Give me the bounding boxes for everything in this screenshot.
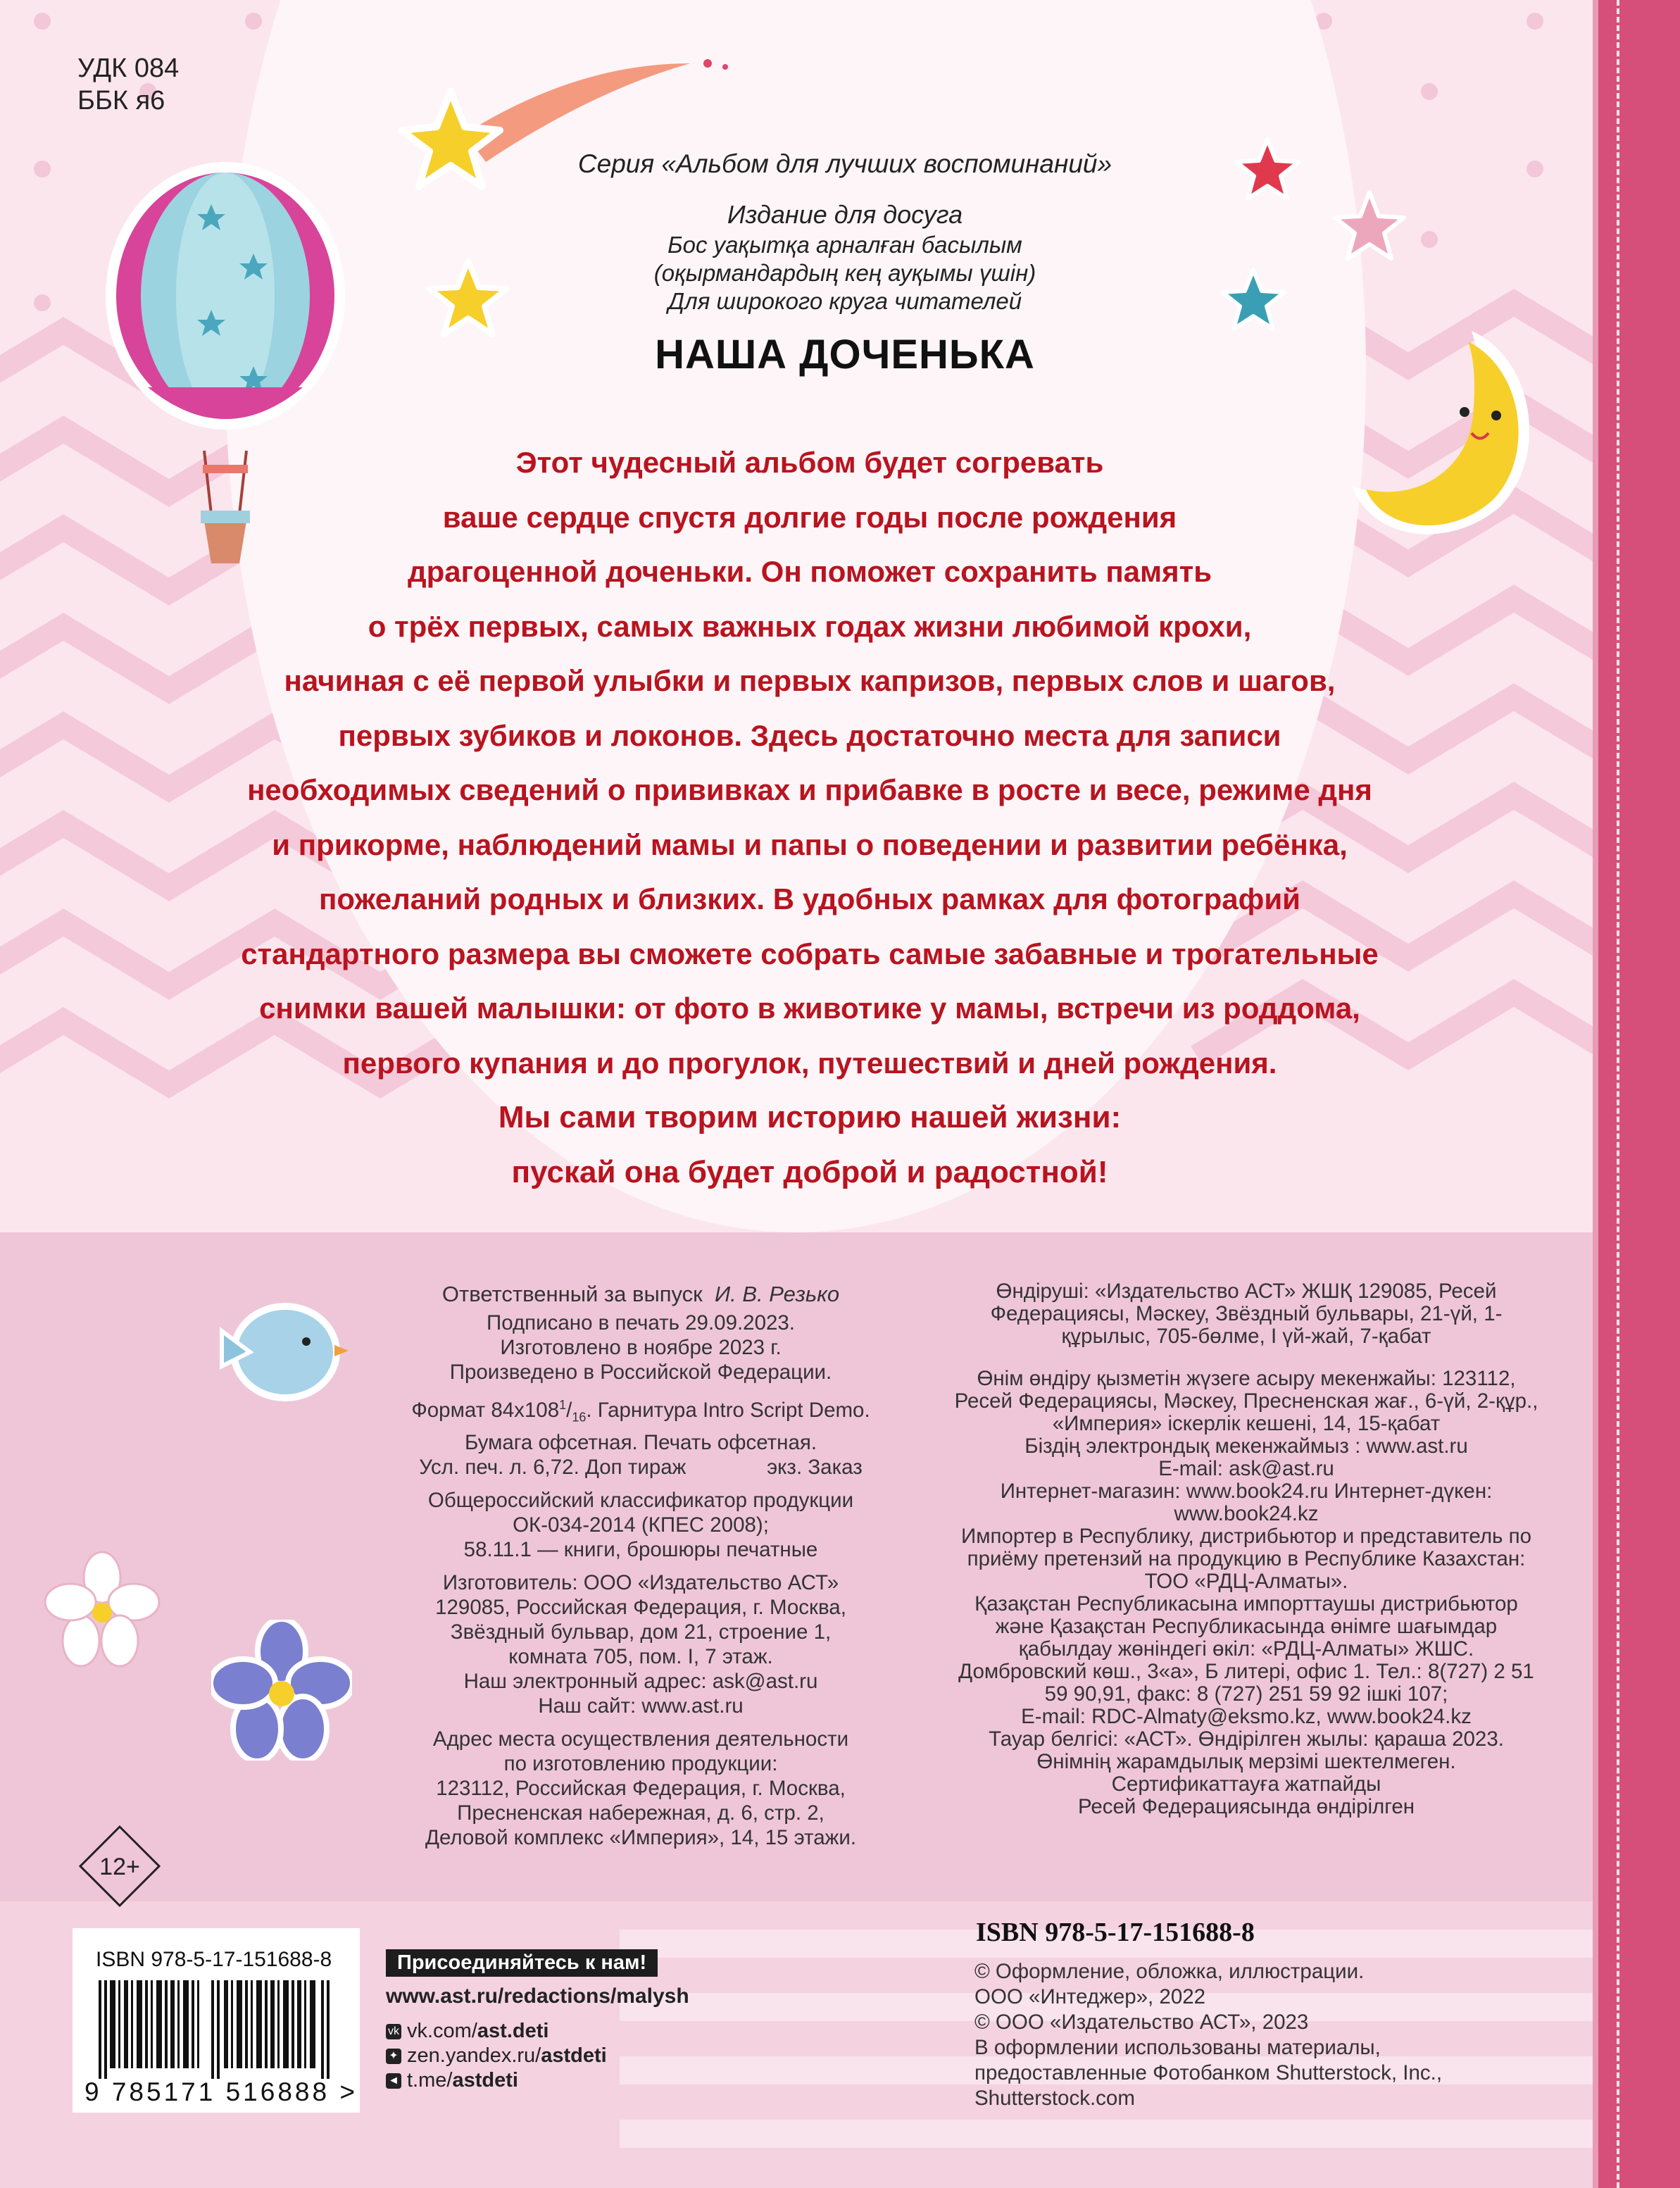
description-line: ваше сердце спустя долгие годы после рождения (442, 500, 1177, 534)
barcode-digits: 9 785171 516888 > (84, 2077, 358, 2106)
paper-line: Бумага офсетная. Печать офсетная. (464, 1430, 817, 1454)
telegram-icon: ◄ (386, 2073, 401, 2089)
spine-stitch-line (1617, 0, 1619, 2188)
white-flower-icon (42, 1549, 162, 1669)
producer-line: Өндіруші: «Издательство АСТ» ЖШҚ 129085, Ресей (996, 1280, 1497, 1303)
classification-codes (77, 52, 179, 117)
isbn-number: ISBN 978-5-17-151688-8 (976, 1918, 1255, 1947)
activity-line: E-mail: RDC-Almaty@eksmo.kz, www.book24.kz (1021, 1705, 1472, 1728)
imprint-kazakh (944, 1280, 1549, 1818)
age-rating-badge (77, 1824, 162, 1908)
spine-edge-light (1593, 0, 1598, 2188)
description-line: снимки вашей малышки: от фото в животике у мамы, встречи из роддома, (259, 992, 1360, 1025)
activity-line: приёму претензий на продукцию в Республике Казахстан: (967, 1547, 1526, 1570)
social-prefix: vk.com/ (407, 2020, 477, 2042)
teal-star-icon (1218, 264, 1289, 335)
address-line: Деловой комплекс «Империя», 14, 15 этажи. (425, 1825, 857, 1849)
activity-line: Өнімнің жарамдылық мерзімі шектелмеген. (1036, 1750, 1456, 1773)
address-line: Пресненская набережная, д. 6, стр. 2, (457, 1801, 825, 1825)
description-line: стандартного размера вы сможете собрать самые забавные и трогательные (241, 937, 1379, 970)
signed-date: Подписано в печать 29.09.2023. (487, 1311, 795, 1334)
description-line: драгоценной доченьки. Он поможет сохранить память (407, 555, 1212, 588)
social-handle: astdeti (541, 2044, 607, 2067)
book-title: НАША ДОЧЕНЬКА (655, 332, 1035, 377)
zen-icon: ✦ (386, 2049, 401, 2064)
description-line: и прикорме, наблюдений мамы и папы о поведении и развитии ребёнка, (272, 827, 1348, 861)
stripe (620, 2120, 1598, 2148)
manufacturer-line: Наш сайт: www.ast.ru (538, 1694, 744, 1718)
copyright-line: Shutterstock.com (974, 2087, 1135, 2110)
manufacturer-line: 129085, Российская Федерация, г. Москва, (435, 1595, 846, 1619)
activity-line: Ресей Федерациясында өндірілген (1077, 1795, 1415, 1818)
activity-line: E-mail: ask@ast.ru (1158, 1457, 1334, 1480)
format-line: Формат $84x108^1/_{16}$. Гарнитура Intro Script Demo. (411, 1398, 870, 1425)
social-handle: astdeti (452, 2069, 518, 2092)
format-sup: 1 (559, 1398, 567, 1412)
description-line: пожеланий родных и близких. В удобных рамках для фотографий (319, 882, 1300, 915)
copyright-line: ООО «Интеджер», 2022 (974, 1985, 1206, 2008)
activity-line: Тауар белгісі: «АСТ». Өндірілген жылы: қараша 2023. (989, 1727, 1504, 1751)
print-line: Усл. печ. л. 6,72. Доп тираж экз. Заказ (419, 1455, 863, 1479)
red-star-icon (1232, 134, 1303, 204)
activity-line: «Империя» іскерлік кешені, 14, 15-қабат (1052, 1412, 1441, 1435)
manufacturer-line: Изготовитель: ООО «Издательство АСТ» (442, 1570, 839, 1594)
description-line: Этот чудесный альбом будет согревать (515, 446, 1104, 479)
bbk-code: ББК я6 (77, 86, 165, 115)
activity-line: қабылдау жөніндегі өкіл: «РДЦ-Алматы» ЖШС. (1018, 1637, 1474, 1661)
slogan-line: Мы сами творим историю нашей жизни: (498, 1100, 1122, 1134)
manufacturer-line: Звёздный бульвар, дом 21, строение 1, (450, 1620, 832, 1644)
barcode-isbn: ISBN 978-5-17-151688-8 (96, 1948, 332, 1971)
slogan-line: пускай она будет доброй и радостной! (511, 1154, 1108, 1189)
format-text: Формат 84x108 (411, 1398, 560, 1422)
copyright-line: © Оформление, обложка, иллюстрации. (974, 1960, 1365, 1983)
barcode (99, 1980, 338, 2079)
social-prefix: t.me/ (407, 2069, 453, 2092)
book-description (183, 435, 1436, 1199)
category-line: (оқырмандардың кең ауқымы үшін) (653, 260, 1036, 286)
activity-line: www.book24.kz (1174, 1502, 1319, 1525)
series-name: Серия «Альбом для лучших воспоминаний» (577, 149, 1112, 178)
purple-flower-icon (211, 1620, 352, 1761)
copyright-line: © ООО «Издательство АСТ», 2023 (974, 2011, 1309, 2034)
social-handle: ast.deti (477, 2020, 549, 2042)
category-line: Издание для досуга (727, 200, 963, 229)
udk-code: УДК 084 (77, 54, 180, 83)
activity-line: Сертификаттауға жатпайды (1111, 1773, 1381, 1796)
address-line: Адрес места осуществления деятельности (432, 1727, 849, 1751)
activity-line: Біздің электрондық мекенжаймыз : www.ast.ru (1024, 1434, 1468, 1458)
description-line: о трёх первых, самых важных годах жизни любимой крохи, (368, 609, 1252, 643)
social-link-zen[interactable] (386, 2044, 607, 2068)
format-sub: 16 (572, 1410, 587, 1425)
imprint-russian (394, 1282, 887, 1850)
publisher-url[interactable]: www.ast.ru/redactions/malysh (386, 1984, 689, 2008)
responsible-label: Ответственный за выпуск (441, 1282, 703, 1306)
description-line: необходимых сведений о прививках и прибавке в росте и весе, режиме дня (247, 773, 1372, 806)
social-prefix: zen.yandex.ru/ (407, 2044, 541, 2067)
okpd-line: ОК-034-2014 (КПЕС 2008); (513, 1513, 769, 1537)
typeface-text: . Гарнитура Intro Script Demo. (586, 1398, 870, 1422)
vk-icon: vk (386, 2024, 401, 2039)
copyright-line: В оформлении использованы материалы, (974, 2036, 1381, 2059)
category-line: Бос уақытқа арналған басылым (667, 232, 1022, 258)
copyright-line: предоставленные Фотобанком Shutterstock, Inc., (974, 2061, 1443, 2084)
activity-line: 59 90,91, факс: 8 (727) 251 59 92 ішкі 107; (1044, 1682, 1448, 1706)
made-country: Произведено в Российской Федерации. (449, 1361, 832, 1384)
description-line: начиная с её первой улыбки и первых капризов, первых слов и шагов, (284, 664, 1336, 697)
pink-star-icon (1331, 187, 1408, 264)
description-line: первого купания и до прогулок, путешествий и дней рождения. (342, 1046, 1277, 1080)
okpd-line: Общероссийский классификатор продукции (427, 1488, 854, 1512)
manufacturer-line: комната 705, пом. I, 7 этаж. (508, 1644, 773, 1668)
activity-line: Интернет-магазин: www.book24.ru Интернет-дүкен: (1000, 1480, 1493, 1503)
social-link-telegram[interactable] (386, 2069, 518, 2092)
activity-line: ТОО «РДЦ-Алматы». (1144, 1570, 1348, 1593)
activity-line: Өнім өндіру қызметін жүзеге асыру мекенжайы: 123112, (977, 1367, 1516, 1390)
activity-line: Қазақстан Республикасына импорттаушы дистрибьютор (974, 1592, 1518, 1615)
responsible-line (394, 1282, 887, 1306)
activity-line: Домбровский көш., 3«а», Б литері, офис 1. Тел.: 8(727) 2 51 (958, 1660, 1534, 1683)
responsible-name: И. В. Резько (714, 1282, 840, 1306)
spine-edge (1598, 0, 1680, 2188)
manufacturer-line: Наш электронный адрес: ask@ast.ru (463, 1669, 818, 1693)
social-link-vk[interactable] (386, 2020, 548, 2043)
copyright-block (974, 1959, 1580, 2111)
join-us-banner: Присоединяйтесь к нам! (386, 1949, 658, 1977)
age-rating-text: 12+ (99, 1853, 140, 1880)
activity-line: Ресей Федерациясы, Мәскеу, Пресненская жағ., 6-үй, 2-құр., (954, 1389, 1538, 1413)
edition-categories (493, 199, 1197, 315)
producer-line: Федерациясы, Мәскеу, Звёздный бульвары, 21-үй, 1- (990, 1302, 1503, 1325)
producer-line: құрылыс, 705-бөлме, I үй-жай, 7-қабат (1061, 1325, 1431, 1348)
okpd-line: 58.11.1 — книги, брошюры печатные (463, 1537, 818, 1561)
address-line: по изготовлению продукции: (503, 1751, 778, 1775)
made-date: Изготовлено в ноябре 2023 г. (500, 1336, 782, 1359)
description-line: первых зубиков и локонов. Здесь достаточно места для записи (338, 718, 1281, 752)
bird-icon (201, 1289, 349, 1408)
activity-line: және Қазақстан Республикасында өнімге шағымдар (995, 1615, 1498, 1638)
activity-line: Импортер в Республику, дистрибьютор и представитель по (960, 1525, 1531, 1548)
category-line: Для широкого круга читателей (667, 288, 1022, 314)
shooting-star-icon (380, 49, 732, 218)
address-line: 123112, Российская Федерация, г. Москва, (436, 1776, 846, 1800)
